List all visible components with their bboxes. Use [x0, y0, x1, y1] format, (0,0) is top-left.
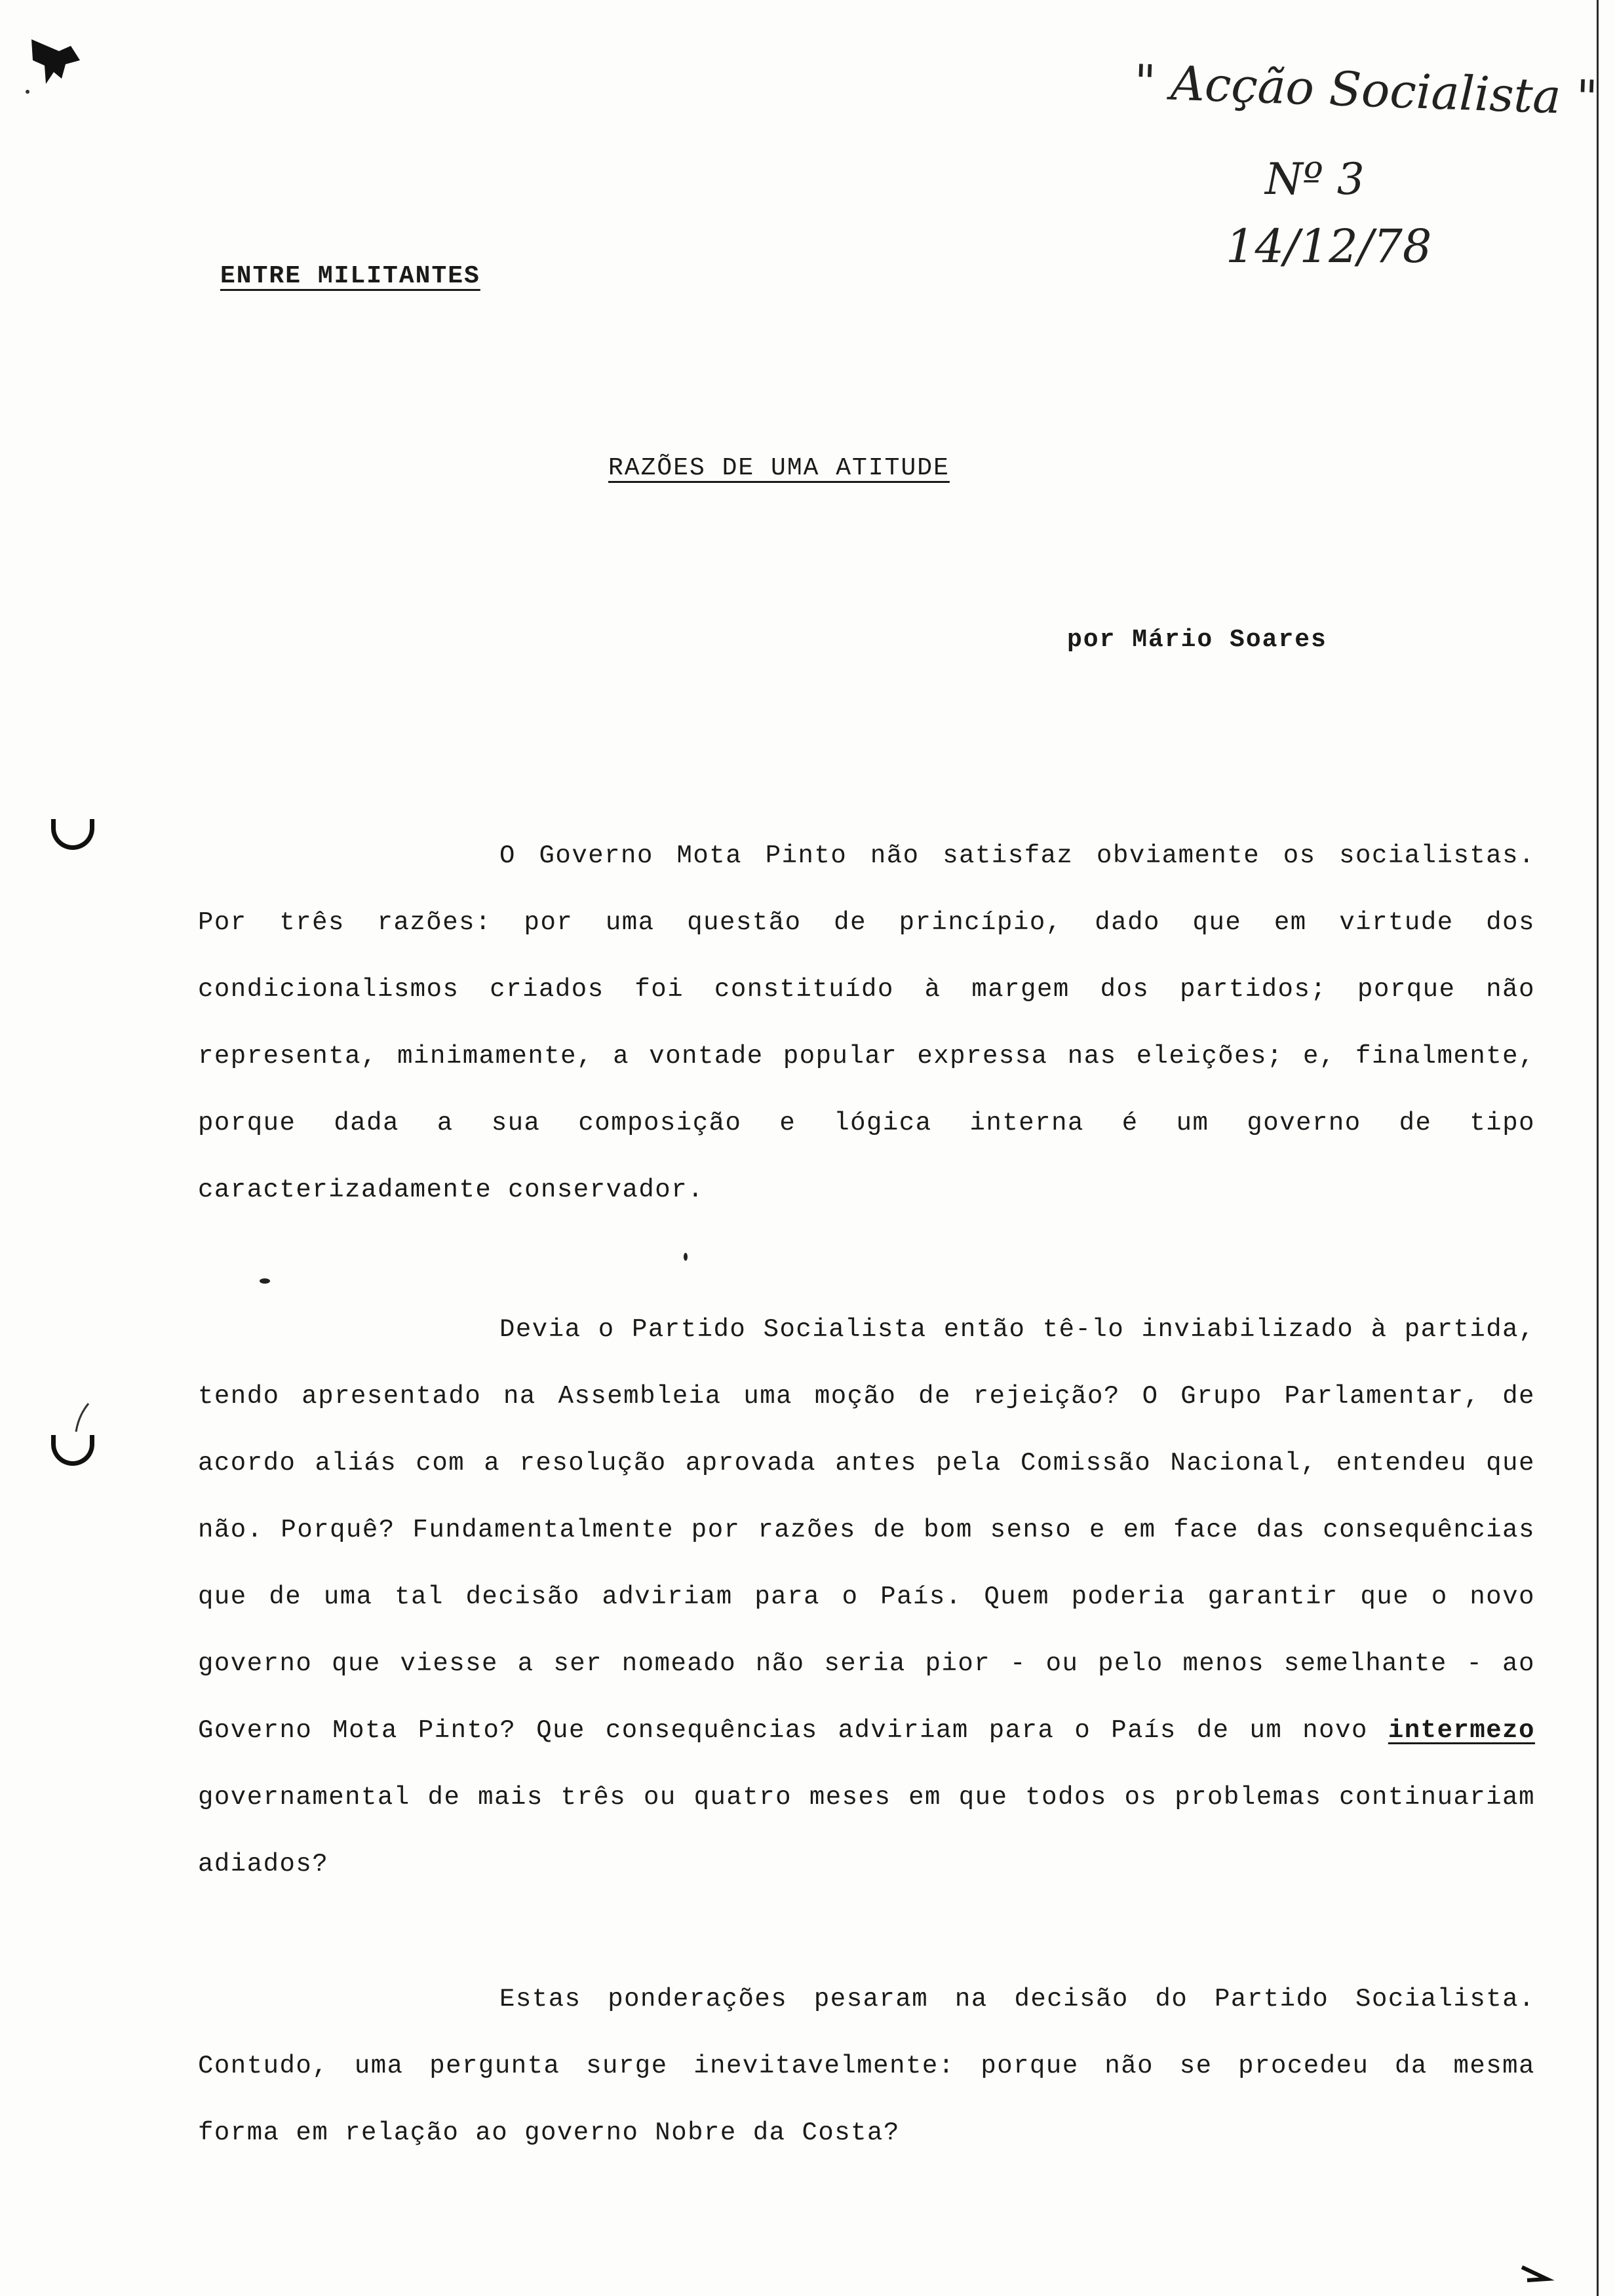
- emphasized-word: intermezo: [1388, 1716, 1535, 1745]
- ink-speck-mark-icon: [682, 1252, 690, 1262]
- author-byline: por Mário Soares: [1067, 626, 1327, 654]
- binder-hole-mark-icon: [51, 819, 94, 850]
- paragraph-2-text-b: governamental de mais três ou quatro meses em que todos os problemas continuariam adiados?: [198, 1783, 1535, 1879]
- section-label: ENTRE MILITANTES: [220, 262, 480, 290]
- handwritten-date: 14/12/78: [1226, 220, 1432, 273]
- corner-fold-mark-icon: [1521, 2261, 1560, 2287]
- ink-stroke-mark-icon: [72, 1402, 92, 1435]
- scan-edge-line: [1597, 0, 1599, 2296]
- paragraph-1: O Governo Mota Pinto não satisfaz obviamente os socialistas. Por três razões: por uma questão de princípio, dado que em virtude dos condicionalismos criados foi constituído à margem dos partidos; porque não representa, minimamente, a vontade popular expressa nas eleições; e, finalmente, porque dada a sua composição e lógica interna é um governo de tipo caracterizadamente conservador.: [198, 841, 1535, 1204]
- handwritten-issue-number: Nº 3: [1265, 154, 1365, 204]
- paragraph-3: Estas ponderações pesaram na decisão do Partido Socialista. Contudo, uma pergunta surge inevitavelmente: porque não se procedeu da mesma forma em relação ao governo Nobre da Costa?: [198, 1985, 1535, 2147]
- corner-ink-blot-icon: [20, 26, 92, 98]
- binder-hole-mark-icon: [51, 1435, 94, 1466]
- handwritten-publication-name: " Acção Socialista ": [1133, 54, 1599, 126]
- ink-speck-mark-icon: [259, 1278, 271, 1284]
- article-title: RAZÕES DE UMA ATITUDE: [608, 454, 950, 482]
- paragraph-2-text-a: Devia o Partido Socialista então tê-lo inviabilizado à partida, tendo apresentado na Assembleia uma moção de rejeição? O Grupo Parlamentar, de acordo aliás com a resolução aprovada antes pela Comissão Nacional, entendeu que não. Porquê? Fundamentalmente por razões de bom senso e em face das consequências que de uma tal decisão adviriam para o País. Quem poderia garantir que o novo governo que viesse a ser nomeado não seria pior - ou pelo menos semelhante - ao Governo Mota Pinto? Que consequências adviriam para o País de um novo: [198, 1315, 1535, 1745]
- paragraph-2: [198, 1296, 1535, 1898]
